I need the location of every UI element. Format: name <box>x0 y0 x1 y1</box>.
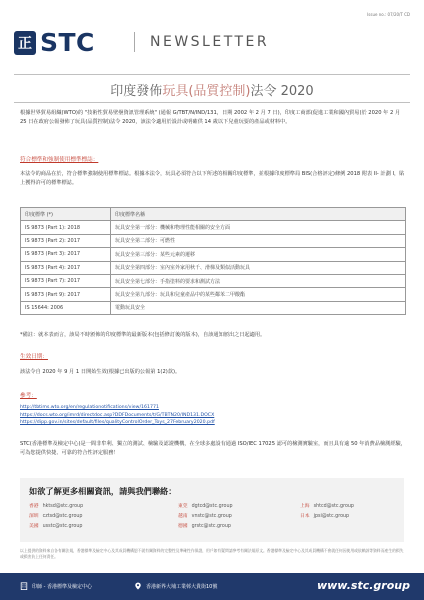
footer-org-text: 印師 - 香港標準及檢定中心 <box>32 583 92 590</box>
disclaimer: 以上提供的資料來自各有關法規，香港標準及檢定中心及其成員機構恕不就有關資料的完整性及準確性作保證，用戶如有疑問請參考有關法規原文。香港標準及檢定中心及其成員機構不會就任何因使用或依賴該等資料而產生的損失或損害負上任何責任。 <box>20 548 404 559</box>
issue-number: Issue no.: 07/20/T CD <box>367 12 410 17</box>
location-pin-icon <box>134 582 142 590</box>
contact-city: 深圳 <box>29 514 39 519</box>
contact-email[interactable]: vnstc@stc.group <box>191 514 232 519</box>
table-cell-name: 玩具安全第三部分：某些元素的遷移 <box>111 248 406 261</box>
contact-entry <box>300 512 349 519</box>
reference-link-wto[interactable]: http://tbtims.wto.org/en/regulationotifications/view/161771 <box>20 405 159 410</box>
footer-bar <box>0 573 424 600</box>
building-icon <box>20 582 28 590</box>
footer-address <box>134 582 217 590</box>
contact-email[interactable]: dgtcd@stc.group <box>191 504 233 509</box>
reference-link-pdf[interactable]: https://dipp.gov.in/sites/default/files/qualityControlOrder_Toys_27February2020.pdf <box>20 420 215 425</box>
table-cell-name: 玩具安全第四部分：室內室外家用秋千、滑梯及類似活動玩具 <box>111 261 406 274</box>
header-divider <box>134 32 135 52</box>
contact-entry <box>178 502 233 509</box>
contact-city: 越南 <box>178 514 188 519</box>
section-standards-body: 本法令的商品在於，符合標準強制使用標準標誌。根據本法令，玩具必須符合以下所述的相關印度標準，並根據印度標準局 BIS(合格評定)條例 2018 附表 II- 計劃 I，貼上獲得許可的標準標誌。 <box>20 171 405 186</box>
table-cell-standard: IS 9873 (Part 4): 2017 <box>21 261 111 274</box>
table-row <box>21 248 406 261</box>
intro-paragraph: 根據世界貿易組織(WTO)的 "技術性貿易壁壘資訊管理系統" (通報 G/TBT/N/IND/131，日期 2002 年 2 月 7 日)，印度工商部(促進工業和國內貿易)於 2020 年 2 月 25 日在政府公報發佈了玩具(品質控制)法令 2020，該法令適用於設計或明確供 14 歲以下兒童玩耍的產品或材料中。 <box>20 110 401 125</box>
newsletter-title: NEWSLETTER <box>150 34 270 50</box>
contact-email[interactable]: jpsi@stc.group <box>313 514 350 519</box>
contact-email[interactable]: usstc@stc.group <box>42 524 83 529</box>
title-suffix: 法令 2020 <box>250 84 314 99</box>
table-cell-name: 玩具安全第二部分：可燃性 <box>111 234 406 247</box>
table-header-standard: 印度標準 (*) <box>21 208 111 221</box>
contact-email[interactable]: cztsd@stc.group <box>42 514 83 519</box>
closing-paragraph: STC(香港標準及檢定中心)是一間非牟利、獨立的測試、檢驗及認證機構，在全球多處設有通過 ISO/IEC 17025 認可的檢測實驗室，而且具有逾 50 年消費品檢測經驗，可為您提供快捷、可靠的符合性評定服務！ <box>20 441 406 456</box>
logo-text: STC <box>40 28 95 57</box>
contact-entry <box>300 502 354 509</box>
title-rule-bottom <box>14 102 410 103</box>
table-note: *備註：就本表而言，該局不時頒佈的印度標準的最新版本(包括修訂後的版本)，自該通知頒出之日起適用。 <box>20 332 266 338</box>
reference-link-docx[interactable]: https://docs.wto.org/imrd/directdoc.asp?DDFDocuments/t/G/TBTN20/IND131.DOCX <box>20 412 215 418</box>
table-cell-standard: IS 9873 (Part 3): 2017 <box>21 248 111 261</box>
table-cell-name: 電動玩具安全 <box>111 301 406 314</box>
footer-address-text: 香港新界大埔工業邨大貴街10號 <box>146 583 218 590</box>
table-row <box>21 288 406 301</box>
contact-box <box>20 478 404 542</box>
table-row <box>21 221 406 234</box>
contact-email[interactable]: hktsd@stc.group <box>42 504 84 509</box>
table-cell-name: 玩具安全第九部分：玩具和兒童產品中的某些鄰苯二甲酸酯 <box>111 288 406 301</box>
document-title <box>0 80 424 99</box>
section-standards-heading: 符合標準和強制使用標準標誌： <box>20 157 99 163</box>
effective-date-heading: 生效日期： <box>20 354 48 360</box>
contact-city: 德國 <box>178 524 188 529</box>
contact-entry <box>29 512 82 519</box>
table-cell-standard: IS 9873 (Part 9): 2017 <box>21 288 111 301</box>
title-prefix: 印度發佈 <box>110 84 163 99</box>
contact-email[interactable]: shtcd@stc.group <box>313 504 354 509</box>
contact-entry <box>29 522 82 529</box>
stc-logo <box>14 28 95 57</box>
table-row <box>21 274 406 287</box>
contact-title: 如欲了解更多相關資訊，請與我們聯絡： <box>29 486 177 496</box>
logo-glyph: 正 <box>18 35 32 52</box>
references-heading: 參考： <box>20 393 37 399</box>
stc-logo-mark <box>14 31 36 55</box>
title-accent: 玩具(品質控制) <box>162 84 251 99</box>
table-header-row <box>21 208 406 221</box>
footer-website[interactable]: www.stc.group <box>316 579 410 592</box>
contact-city: 香港 <box>29 504 39 509</box>
table-cell-standard: IS 15644: 2006 <box>21 301 111 314</box>
table-header-name: 印度標準名稱 <box>111 208 406 221</box>
contact-city: 日本 <box>300 514 310 519</box>
newsletter-header <box>14 28 410 68</box>
contact-entry <box>29 502 83 509</box>
table-cell-name: 玩具安全第七部分：手指塗料的要求和測試方法 <box>111 274 406 287</box>
standards-table <box>20 207 406 315</box>
effective-date-body: 該法令自 2020 年 9 月 1 日開始生效(根據已出版的公報第 1(2)款)。 <box>20 369 181 375</box>
contact-entry <box>178 512 232 519</box>
title-rule-top <box>14 74 410 75</box>
table-cell-standard: IS 9873 (Part 2): 2017 <box>21 234 111 247</box>
table-row <box>21 234 406 247</box>
table-cell-standard: IS 9873 (Part 1): 2018 <box>21 221 111 234</box>
contact-city: 東莞 <box>178 504 188 509</box>
table-cell-standard: IS 9873 (Part 7): 2017 <box>21 274 111 287</box>
footer-org <box>20 582 92 590</box>
table-row <box>21 261 406 274</box>
contact-city: 美國 <box>29 524 39 529</box>
table-row <box>21 301 406 314</box>
contact-email[interactable]: grstc@stc.group <box>191 524 231 529</box>
contact-city: 上海 <box>300 504 310 509</box>
table-cell-name: 玩具安全第一部分：機械和物理性能相關的安全方面 <box>111 221 406 234</box>
references-list <box>20 404 215 427</box>
contact-entry <box>178 522 231 529</box>
